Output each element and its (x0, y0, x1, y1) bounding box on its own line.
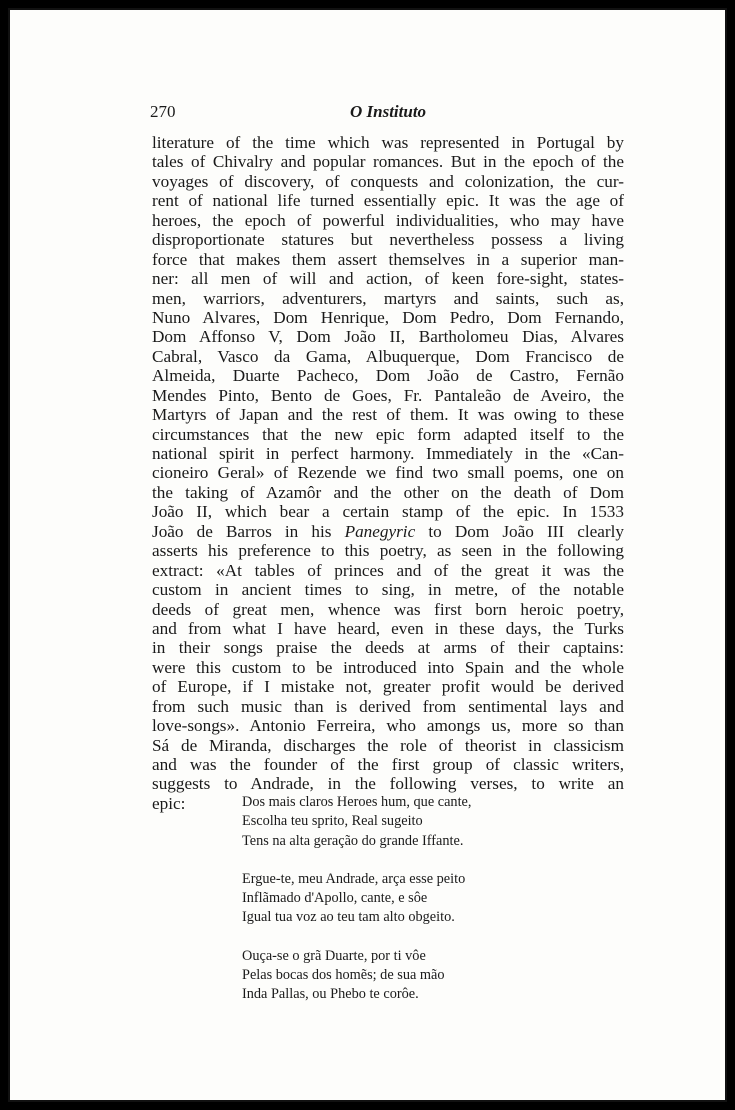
text-line: Martyrs of Japan and the rest of them. It was owing to these (152, 405, 624, 425)
poem-stanza (242, 870, 572, 928)
verse-line: Tens na alta geração do grande Iffante. (242, 832, 464, 849)
verse-line: Inflãmado d'Apollo, cante, e sôe (242, 890, 428, 907)
text-line: tales of Chivalry and popular romances. But in the epoch of the (152, 152, 624, 172)
text-line: national spirit in perfect harmony. Immediately in the «Can- (152, 444, 624, 463)
text-line: and was the founder of the first group of classic writers, (152, 755, 624, 774)
verse-line: Escolha teu sprito, Real sugeito (242, 813, 423, 830)
poem-stanza (242, 947, 572, 1005)
poem-quotation (242, 793, 572, 1024)
text-line: in their songs praise the deeds at arms of their captains: (152, 638, 624, 658)
text-line: deeds of great men, whence was first born heroic poetry, (152, 599, 624, 619)
text-segment: João de Barros in his (152, 521, 345, 541)
text-line: Mendes Pinto, Bento de Goes, Fr. Pantaleão de Aveiro, the (152, 385, 624, 405)
text-line: Almeida, Duarte Pacheco, Dom João de Castro, Fernão (152, 366, 624, 386)
verse-line: Igual tua voz ao teu tam alto obgeito. (242, 909, 455, 926)
text-line: disproportionate statures but nevertheless possess a living (152, 230, 624, 250)
verse-line: Pelas bocas dos homẽs; de sua mão (242, 967, 445, 984)
text-line (152, 522, 624, 541)
verse-line: Ouça-se o grã Duarte, por ti vôe (242, 947, 426, 964)
text-line: extract: «At tables of princes and of the great it was the (152, 560, 624, 580)
text-line: ner: all men of will and action, of keen fore-sight, states- (152, 269, 624, 289)
text-line: asserts his preference to this poetry, as seen in the following (152, 541, 624, 561)
text-line: voyages of discovery, of conquests and colonization, the cur- (152, 171, 624, 191)
text-line: rent of national life turned essentially epic. It was the age of (152, 191, 624, 211)
text-line: Sá de Miranda, discharges the role of theorist in classicism (152, 735, 624, 755)
poem-stanza (242, 793, 572, 851)
text-line: force that makes them assert themselves in a superior man- (152, 249, 624, 269)
text-line: from such music than is derived from sentimental lays and (152, 696, 624, 716)
body-paragraph (152, 133, 624, 813)
text-line: circumstances that the new epic form adapted itself to the (152, 424, 624, 444)
text-line: epic: (152, 793, 186, 813)
text-line: João II, which bear a certain stamp of the epic. In 1533 (152, 502, 624, 522)
text-line: the taking of Azamôr and the other on the death of Dom (152, 482, 624, 502)
text-line: Dom Affonso V, Dom João II, Bartholomeu Dias, Alvares (152, 327, 624, 347)
text-line: heroes, the epoch of powerful individualities, who may have (152, 210, 624, 230)
italic-title: Panegyric (344, 521, 416, 541)
verse-line: Inda Pallas, ou Phebo te corôe. (242, 986, 419, 1003)
text-segment: to Dom João III clearly (415, 521, 624, 541)
text-line: literature of the time which was represented in Portugal by (152, 133, 624, 152)
page-header (150, 102, 620, 126)
page-number: 270 (150, 102, 176, 121)
document-page (8, 8, 727, 1102)
text-line: Nuno Alvares, Dom Henrique, Dom Pedro, Dom Fernando, (152, 307, 624, 327)
text-line: custom in ancient times to sing, in metre, of the notable (152, 580, 624, 600)
verse-line: Ergue-te, meu Andrade, arça esse peito (242, 870, 466, 887)
text-line: cioneiro Geral» of Rezende we find two small poems, one on (152, 463, 624, 483)
text-line: men, warriors, adventurers, martyrs and saints, such as, (152, 288, 624, 308)
text-line: suggests to Andrade, in the following verses, to write an (152, 774, 624, 794)
text-line: love-songs». Antonio Ferreira, who amongs us, more so than (152, 716, 624, 736)
text-line: were this custom to be introduced into Spain and the whole (152, 657, 624, 677)
text-line: Cabral, Vasco da Gama, Albuquerque, Dom Francisco de (152, 346, 624, 366)
text-line: of Europe, if I mistake not, greater profit would be derived (152, 677, 624, 697)
text-line: and from what I have heard, even in these days, the Turks (152, 618, 624, 638)
running-title: O Instituto (350, 102, 427, 121)
verse-line: Dos mais claros Heroes hum, que cante, (242, 794, 472, 810)
